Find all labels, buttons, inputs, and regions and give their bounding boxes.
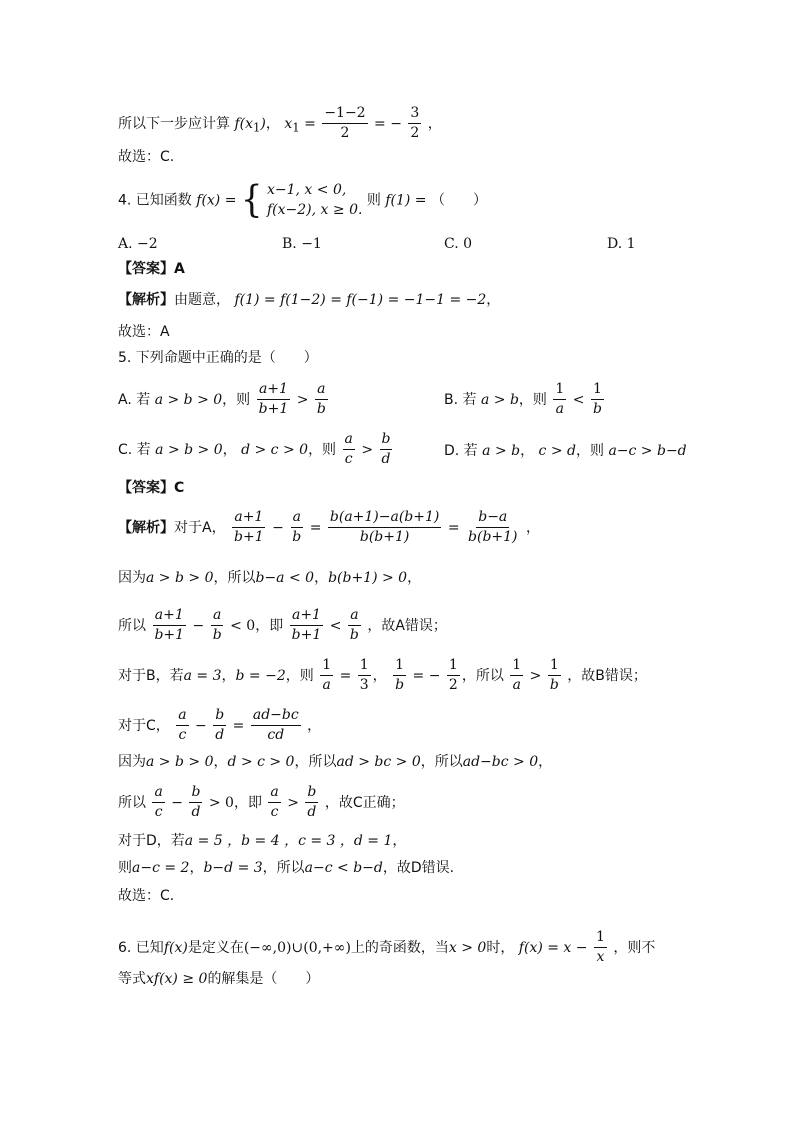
q4-analysis: 【解析】由题意， f(1) = f(1−2) = f(−1) = −1−1 = −2， (118, 292, 501, 308)
question-5-stem: 5. 下列命题中正确的是（ ） (118, 350, 318, 366)
q5-analysis-so-a: 所以 $\frac{a+1}{b+1}$ − $\frac{a}{b}$ < 0，即 $\frac{a+1}{b+1}$ < $\frac{a}{b}$ ，故A错误； (118, 607, 447, 644)
q5-analysis-d-result: 则a−c = 2，b−d = 3，所以a−c < b−d，故D错误. (118, 860, 455, 876)
question-6-stem-cont: 等式xf(x) ≥ 0的解集是（ ） (118, 971, 320, 987)
q5-option-c: C. 若 a > b > 0， d > c > 0，则 $\frac{a}{c}$ > $\frac{b}{d}$ (118, 431, 391, 468)
q5-option-d: D. 若 a > b， c > d，则 a−c > b−d (444, 443, 687, 459)
fraction: $\frac{-1-2}{2}$ (324, 105, 366, 142)
q4-answer: 【答案】A (118, 261, 185, 277)
q5-analysis-c: 对于C， $\frac{a}{c}$ − $\frac{b}{d}$ = $\frac{ad-bc}{cd}$ ， (118, 707, 322, 744)
question-6-stem: 6. 已知f(x)是定义在(−∞,0)∪(0,+∞)上的奇函数，当x > 0时， f(x) = x − $\frac{1}{x}$ ，则不 (118, 929, 656, 966)
q5-analysis-a: 【解析】对于A， $\frac{a+1}{b+1}$ − $\frac{a}{b}$ = $\frac{b(a+1)-a(b+1)}{b(b+1)}$ = $\frac{b-a}{b(b+1)}$ ， (118, 509, 540, 546)
q5-select: 故选：C. (118, 888, 175, 904)
q5-analysis-d: 对于D，若a = 5 ，b = 4 ，c = 3 ，d = 1， (118, 833, 407, 849)
q4-select: 故选：A (118, 324, 170, 340)
brace: { (240, 178, 263, 223)
q5-analysis-b: 对于B，若a = 3，b = −2，则 $\frac{1}{a}$ = $\frac{1}{3}$ ， $\frac{1}{b}$ = − $\frac{1}{2}$ ，所以 $\frac{1}{a}$ > $\frac{1}{b}$ ，故B错误； (118, 657, 647, 694)
piecewise-cases: x−1, x < 0, f(x−2), x ≥ 0. (267, 182, 363, 219)
q5-analysis-so-c: 所以 $\frac{a}{c}$ − $\frac{b}{d}$ > 0，即 $\frac{a}{c}$ > $\frac{b}{d}$ ，故C正确； (118, 784, 405, 821)
q4-option-d: D. 1 (607, 236, 636, 252)
solution-line-compute: 所以下一步应计算 $f(x_1)$， $x_1$ = $\frac{-1-2}{2}$ = − $\frac{3}{2}$ ， (118, 105, 442, 142)
q5-option-b: B. 若 a > b，则 $\frac{1}{a}$ < $\frac{1}{b}$ (444, 381, 602, 418)
q4-option-c: C. 0 (444, 236, 473, 252)
q5-analysis-because-c: 因为a > b > 0，d > c > 0，所以ad > bc > 0，所以ad−bc > 0， (118, 754, 553, 770)
select-line: 故选：C. (118, 149, 175, 165)
q4-option-b: B. −1 (282, 236, 322, 252)
fraction: $\frac{3}{2}$ (410, 105, 420, 142)
question-4-stem: 4. 已知函数 f(x) = { x−1, x < 0, f(x−2), x ≥ 0. 则 f(1) = （ ） (118, 178, 487, 223)
q5-answer: 【答案】C (118, 480, 185, 496)
q5-option-a: A. 若 a > b > 0，则 $\frac{a+1}{b+1}$ > $\frac{a}{b}$ (118, 381, 326, 418)
q5-analysis-because: 因为a > b > 0，所以b−a < 0，b(b+1) > 0， (118, 570, 422, 586)
q4-option-a: A. −2 (118, 236, 158, 252)
